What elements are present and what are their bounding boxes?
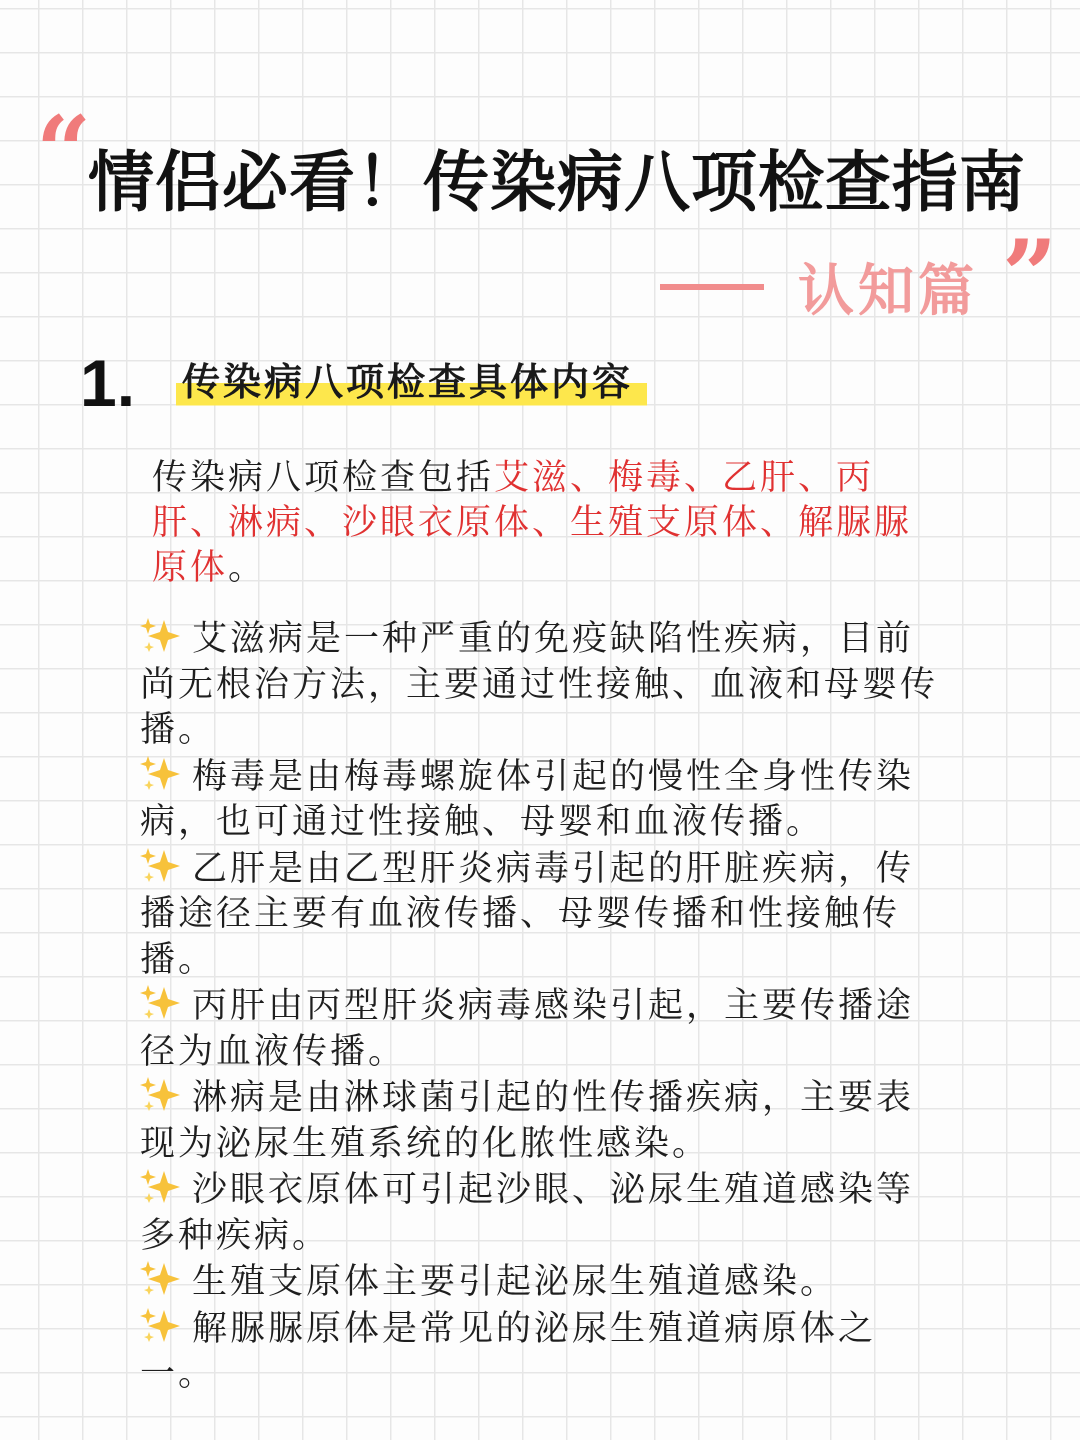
sparkles-icon xyxy=(140,1259,180,1299)
intro-highlight: 艾滋、梅毒、乙肝、丙肝、淋病、沙眼衣原体、生殖支原体、解脲脲原体 xyxy=(152,458,913,588)
sparkles-icon xyxy=(140,1075,180,1115)
list-item xyxy=(140,754,945,846)
list-item xyxy=(140,1259,945,1306)
intro-suffix: 。 xyxy=(228,548,267,588)
list-item-text: 淋病是由淋球菌引起的性传播疾病，主要表现为泌尿生殖系统的化脓性感染。 xyxy=(140,1078,915,1164)
section-heading: 传染病八项检查具体内容 xyxy=(176,354,647,410)
intro-paragraph xyxy=(152,456,942,591)
list-item-text: 解脲脲原体是常见的泌尿生殖道病原体之一。 xyxy=(140,1308,877,1394)
disease-list xyxy=(140,616,945,1398)
sparkles-icon xyxy=(140,983,180,1023)
list-item xyxy=(140,1167,945,1259)
list-item-text: 生殖支原体主要引起泌尿生殖道感染。 xyxy=(192,1262,839,1302)
sparkles-icon xyxy=(140,1167,180,1207)
section-number: 1. xyxy=(80,346,136,420)
list-item-text: 乙肝是由乙型肝炎病毒引起的肝脏疾病，传播途径主要有血液传播、母婴传播和性接触传播。 xyxy=(140,848,915,980)
subtitle-row xyxy=(660,252,978,322)
list-item-text: 沙眼衣原体可引起沙眼、泌尿生殖道感染等多种疾病。 xyxy=(140,1170,915,1256)
sparkles-icon xyxy=(140,616,180,656)
list-item-text: 艾滋病是一种严重的免疫缺陷性疾病，目前尚无根治方法，主要通过性接触、血液和母婴传播。 xyxy=(140,619,939,750)
sparkles-icon xyxy=(140,846,180,886)
page-subtitle: 认知篇 xyxy=(798,259,978,324)
list-item xyxy=(140,1075,945,1167)
sparkles-icon xyxy=(140,754,180,794)
subtitle-dash xyxy=(660,284,764,290)
close-quote-mark: ” xyxy=(1002,219,1058,332)
list-item xyxy=(140,1306,945,1398)
list-item-text: 梅毒是由梅毒螺旋体引起的慢性全身性传染病，也可通过性接触、母婴和血液传播。 xyxy=(140,756,915,842)
intro-prefix: 传染病八项检查包括 xyxy=(152,458,495,498)
open-quote-mark: “ xyxy=(36,95,92,208)
list-item xyxy=(140,846,945,984)
list-item xyxy=(140,983,945,1075)
list-item xyxy=(140,616,945,754)
page-title: 情侣必看！传染病八项检查指南 xyxy=(88,144,1026,221)
list-item-text: 丙肝由丙型肝炎病毒感染引起，主要传播途径为血液传播。 xyxy=(140,986,915,1072)
sparkles-icon xyxy=(140,1306,180,1346)
